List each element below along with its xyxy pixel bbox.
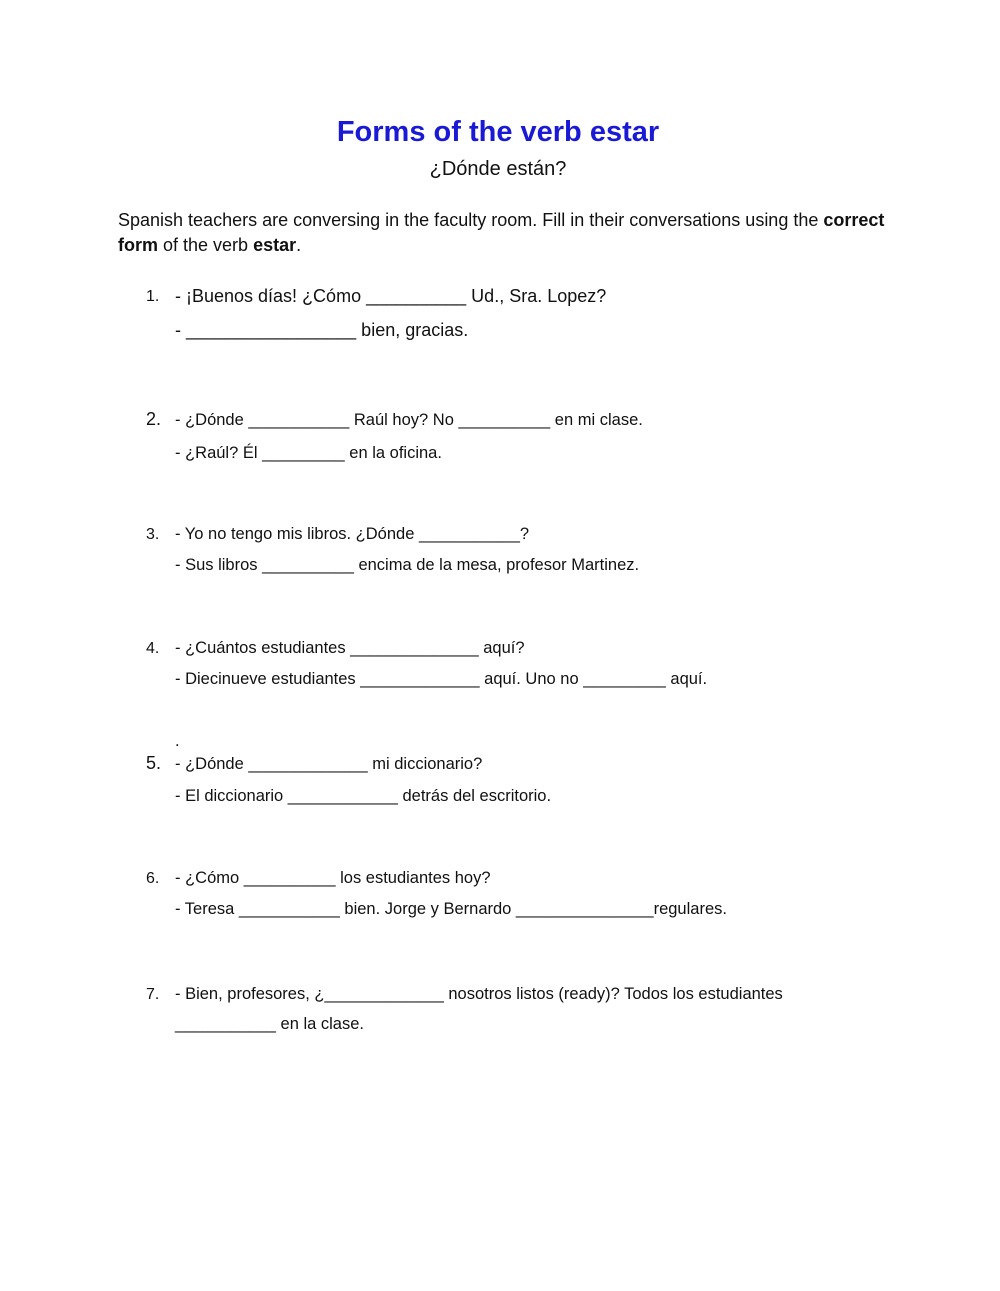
instructions-bold-correct-form: correct form <box>118 210 885 255</box>
question-prefix-dot: . <box>175 732 180 750</box>
question-line: - _________________ bien, gracias. <box>175 320 469 340</box>
question-line: - ¿Raúl? Él _________ en la oficina. <box>175 444 442 462</box>
question-line: - ¿Dónde ___________ Raúl hoy? No __________ en mi clase. <box>175 411 643 429</box>
instructions <box>118 208 898 258</box>
question-line: ___________ en la clase. <box>175 1015 364 1033</box>
page-subtitle: ¿Dónde están? <box>429 158 567 180</box>
question-line: - ¿Dónde _____________ mi diccionario? <box>175 755 483 773</box>
instructions-text: . <box>296 235 302 255</box>
question-number: 7. <box>146 986 160 1003</box>
question-line: - Teresa ___________ bien. Jorge y Bernardo _______________regulares. <box>175 900 727 918</box>
question-number: 4. <box>146 640 160 657</box>
question-number: 6. <box>146 870 160 887</box>
question-line: - ¿Cómo __________ los estudiantes hoy? <box>175 869 491 887</box>
question-number: 1. <box>146 288 160 305</box>
question-line: - ¡Buenos días! ¿Cómo __________ Ud., Sra. Lopez? <box>175 286 607 306</box>
question-number: 5. <box>146 753 162 773</box>
question-line: - Diecinueve estudiantes _____________ aquí. Uno no _________ aquí. <box>175 670 708 688</box>
question-number: 3. <box>146 526 160 543</box>
instructions-text: of the verb <box>158 235 254 255</box>
instructions-bold-estar: estar <box>253 235 297 255</box>
question-number: 2. <box>146 409 162 429</box>
question-line: - ¿Cuántos estudiantes ______________ aquí? <box>175 639 525 657</box>
instructions-text: Spanish teachers are conversing in the faculty room. Fill in their conversations using the <box>118 210 824 230</box>
question-line: - El diccionario ____________ detrás del escritorio. <box>175 787 552 805</box>
question-line: - Yo no tengo mis libros. ¿Dónde ___________? <box>175 525 530 543</box>
question-line: - Bien, profesores, ¿_____________ nosotros listos (ready)? Todos los estudiantes <box>175 985 783 1003</box>
question-line: - Sus libros __________ encima de la mesa, profesor Martinez. <box>175 556 640 574</box>
page-title: Forms of the verb estar <box>336 116 660 148</box>
